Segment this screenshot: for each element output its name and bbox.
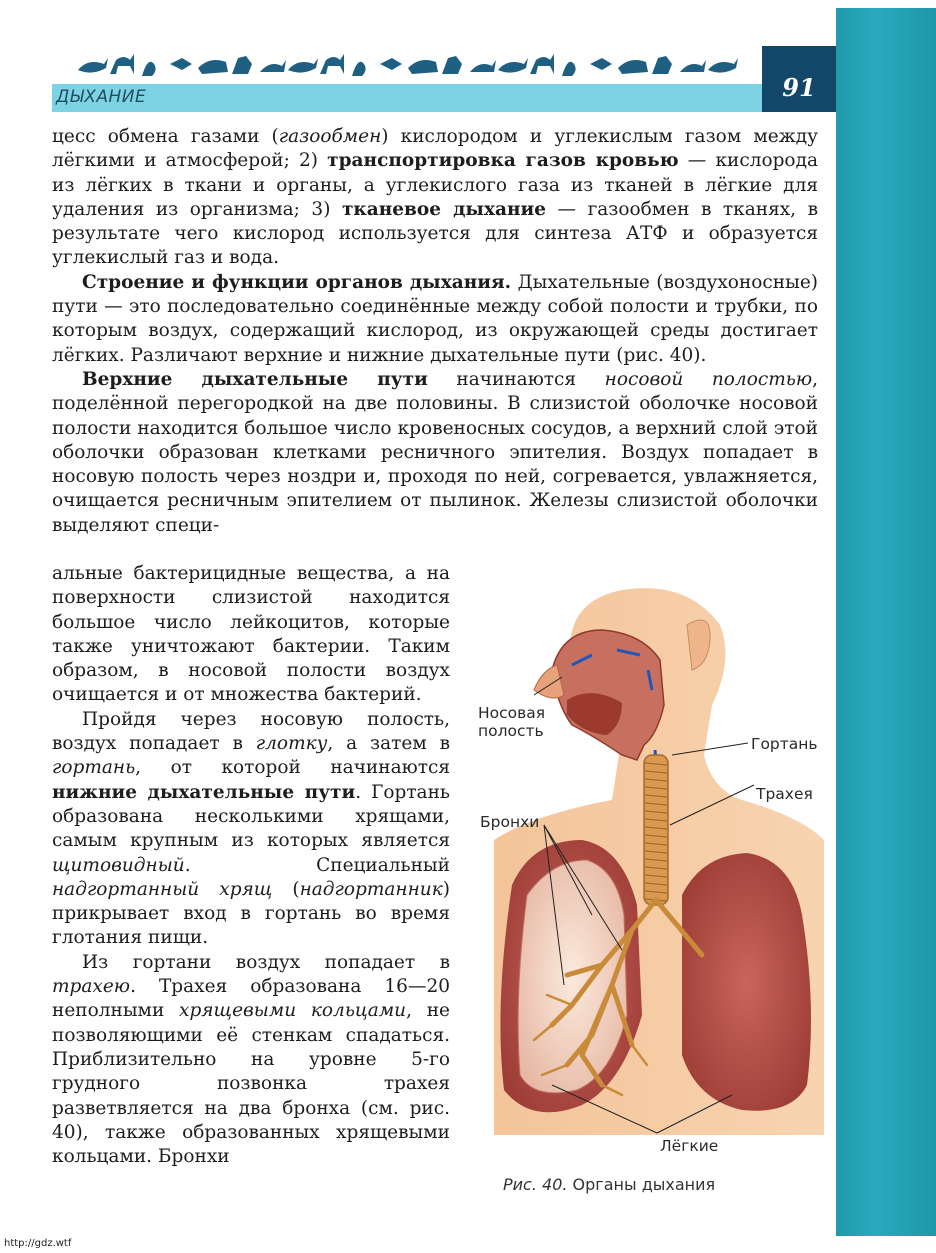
page-number: 91	[782, 72, 816, 102]
main-text-full-width	[52, 125, 818, 538]
label-nasal-cavity: Носовая полость	[478, 704, 546, 740]
paragraph-larynx: Пройдя через носовую полость, воздух попадает в глотку, а затем в гортань, от которой начинаются нижние дыхательные пути. Гортань образована несколькими хрящами, самым крупным из которых является щитовидный. Специальный надгортанный хрящ (надгортанник) прикрывает вход в гортань во время глотания пищи.	[52, 708, 450, 949]
animal-silhouette-icon	[198, 60, 228, 74]
header-band	[52, 84, 762, 112]
trachea-shape	[644, 755, 668, 905]
animal-silhouette-icon	[470, 60, 496, 72]
animal-silhouette-icon	[590, 54, 612, 74]
paragraph-structure: Строение и функции органов дыхания. Дыхательные (воздухоносные) пути — это последовательно соединённые между собой полости и трубки, по которым воздух, содержащий кислород, из окружающей среды достигает лёгких. Различают верхние и нижние дыхательные пути (рис. 40).	[52, 271, 818, 366]
animal-silhouette-icon	[380, 54, 402, 74]
animal-silhouette-icon	[260, 60, 286, 72]
section-title: ДЫХАНИЕ	[56, 87, 147, 107]
head-section	[552, 630, 664, 760]
animal-silhouette-icon	[408, 60, 438, 74]
main-text-column	[52, 562, 450, 1169]
animal-silhouette-icon	[288, 58, 318, 73]
side-color-strip	[836, 8, 936, 1236]
label-lungs: Лёгкие	[660, 1137, 719, 1155]
animal-silhouette-icon	[530, 54, 554, 74]
animal-silhouette-icon	[78, 58, 108, 73]
respiratory-illustration	[472, 585, 828, 1160]
paragraph-gas-exchange: цесс обмена газами (газообмен) кислородом и углекислым газом между лёгкими и атмосферой; 2) транспортировка газов кровью — кислорода из лёгких в ткани и органы, а углекислого газа из тканей в лёгкие для удаления из организма; 3) тканевое дыхание — газообмен в тканях, в результате чего кислород используется для синтеза АТФ и образуется углекислый газ и вода.	[52, 126, 818, 269]
respiratory-organs-figure	[472, 585, 828, 1160]
source-url: http://gdz.wtf	[4, 1238, 72, 1249]
paragraph-trachea: Из гортани воздух попадает в трахею. Трахея образована 16—20 неполными хрящевыми кольцами, не позволяющими её стенкам спадаться. Приблизительно на уровне 5-го грудного позвонка трахея разветвляется на два бронха (см. рис. 40), также образованных хрящевыми кольцами. Бронхи	[52, 951, 450, 1168]
animal-silhouette-icon	[352, 62, 366, 76]
animal-silhouette-icon	[232, 56, 252, 74]
animal-silhouette-border	[78, 48, 748, 82]
animal-silhouette-icon	[110, 54, 134, 74]
animal-silhouette-icon	[708, 58, 738, 73]
animal-silhouette-icon	[652, 56, 672, 74]
label-trachea: Трахея	[756, 785, 813, 803]
figure-caption	[503, 1175, 715, 1194]
animal-silhouette-icon	[562, 62, 576, 76]
label-larynx: Гортань	[751, 735, 818, 753]
page-number-box	[762, 46, 836, 112]
tongue-shape	[567, 693, 622, 735]
figure-number: Рис. 40.	[503, 1175, 568, 1194]
animal-silhouette-icon	[498, 58, 528, 73]
animal-silhouette-icon	[320, 54, 344, 74]
animal-silhouette-icon	[680, 60, 706, 72]
figure-caption-text: Органы дыхания	[567, 1175, 716, 1194]
paragraph-upper-airways: Верхние дыхательные пути начинаются носовой полостью, поделённой перегородкой на две половины. В слизистой оболочке носовой полости находится большое число кровеносных сосудов, а верхний слой этой оболочки образован клетками ресничного эпителия. Воздух попадает в носовую полость через ноздри и, проходя по ней, согревается, увлажняется, очищается ресничным эпителием от пылинок. Железы слизистой оболочки выделяют специ-	[52, 368, 818, 536]
lung-left	[682, 853, 811, 1111]
animal-silhouette-icon	[618, 60, 648, 74]
animal-silhouette-icon	[142, 62, 156, 76]
label-bronchi: Бронхи	[480, 813, 540, 831]
animal-silhouette-icon	[442, 56, 462, 74]
paragraph-upper-airways-continued: альные бактерицидные вещества, а на поверхности слизистой находится большое число лейкоцитов, которые также уничтожают бактерии. Таким образом, в носовой полости воздух очищается и от множества бактерий.	[52, 563, 450, 706]
animal-silhouette-icon	[170, 54, 192, 74]
